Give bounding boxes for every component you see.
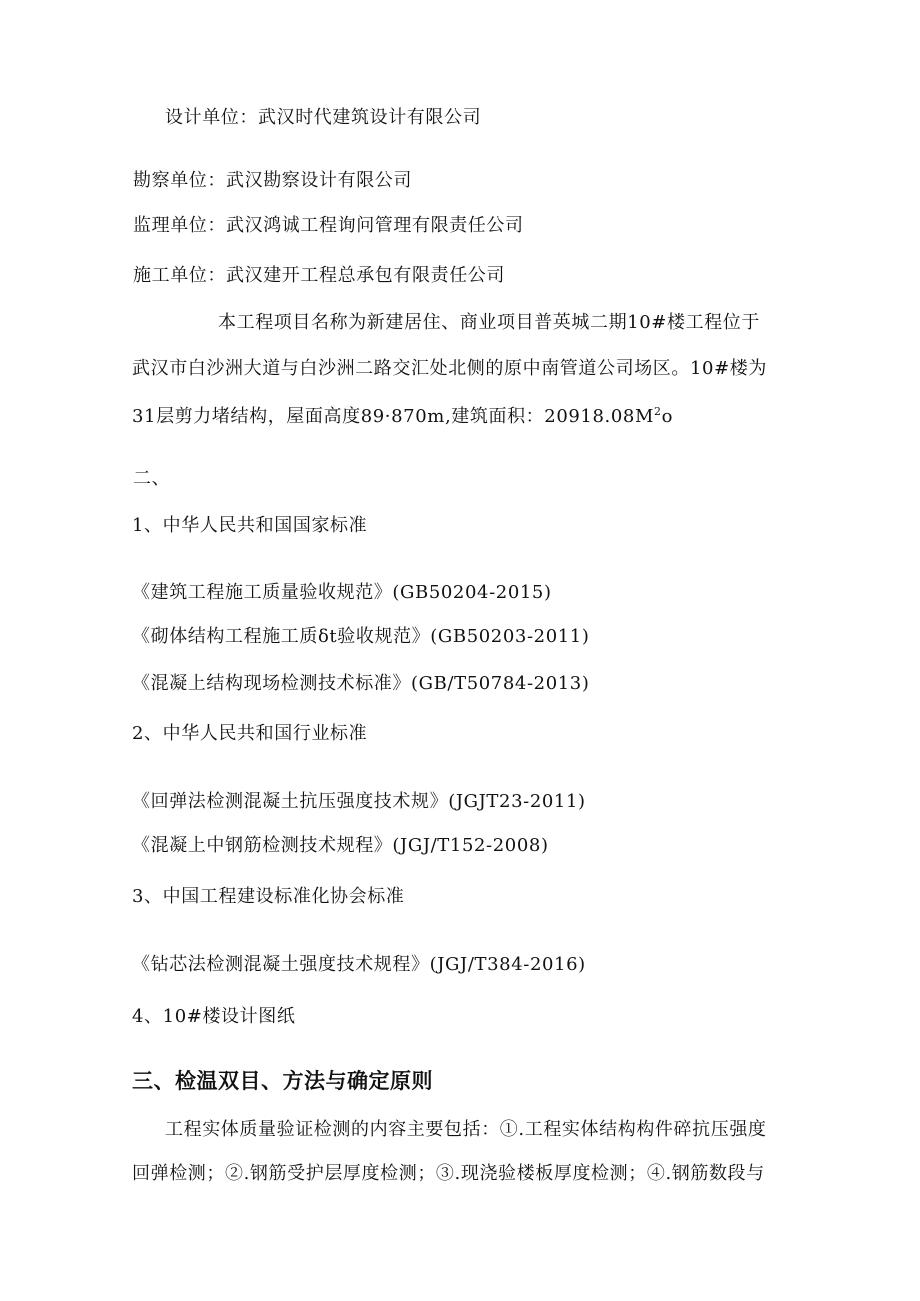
national-standard-item: 《砌体结构工程施工质δt验收规范》(GB50203-2011) [132, 626, 590, 647]
overview-line-3-end: o [661, 406, 674, 427]
area-superscript: 2 [654, 405, 662, 418]
overview-line-1: 本工程项目名称为新建居住、商业项目普英城二期10#楼工程位于 [218, 312, 760, 333]
industry-standard-item: 《混凝上中钢筋检测技术规程》(JGJ/T152-2008) [132, 835, 549, 856]
association-standards-title: 3、中国工程建设标准化协会标准 [132, 886, 405, 907]
association-standard-item: 《钻芯法检测混凝土强度技术规程》(JGJ/T384-2016) [132, 954, 586, 975]
section-3-heading: 三、检温双目、方法与确定原则 [132, 1070, 433, 1093]
national-standards-title: 1、中华人民共和国国家标准 [132, 515, 368, 536]
section-3-paragraph-line-1: 工程实体质量验证检测的内容主要包括：①.工程实体结构构件碎抗压强度 [165, 1119, 767, 1140]
overview-line-3 [132, 405, 673, 429]
supervision-unit: 监理单位：武汉鸿诚工程询问管理有限责任公司 [133, 215, 524, 236]
national-standard-item: 《建筑工程施工质量验收规范》(GB50204-2015) [132, 582, 552, 603]
section-3-paragraph-line-2: 回弹检测；②.钢筋受护层厚度检测；③.现浇验楼板厚度检测；④.钢筋数段与 [132, 1163, 765, 1184]
survey-unit: 勘察单位：武汉勘察设计有限公司 [133, 170, 412, 191]
design-unit: 设计单位：武汉时代建筑设计有限公司 [165, 107, 482, 128]
section-2-heading: 二、 [133, 468, 171, 489]
overview-line-3-main: 31层剪力堵结构，屋面高度89·870m,建筑面积：20918.08M [132, 406, 654, 427]
industry-standards-title: 2、中华人民共和国行业标准 [132, 723, 368, 744]
construction-unit: 施工单位：武汉建开工程总承包有限责任公司 [133, 265, 505, 286]
design-drawings-title: 4、10#楼设计图纸 [132, 1006, 296, 1027]
overview-line-2: 武汉市白沙洲大道与白沙洲二路交汇处北侧的原中南管道公司场区。10#楼为 [132, 358, 767, 379]
industry-standard-item: 《回弹法检测混凝土抗压强度技术规》(JGJT23-2011) [132, 791, 586, 812]
national-standard-item: 《混凝上结构现场检测技术标准》(GB/T50784-2013) [132, 673, 590, 694]
